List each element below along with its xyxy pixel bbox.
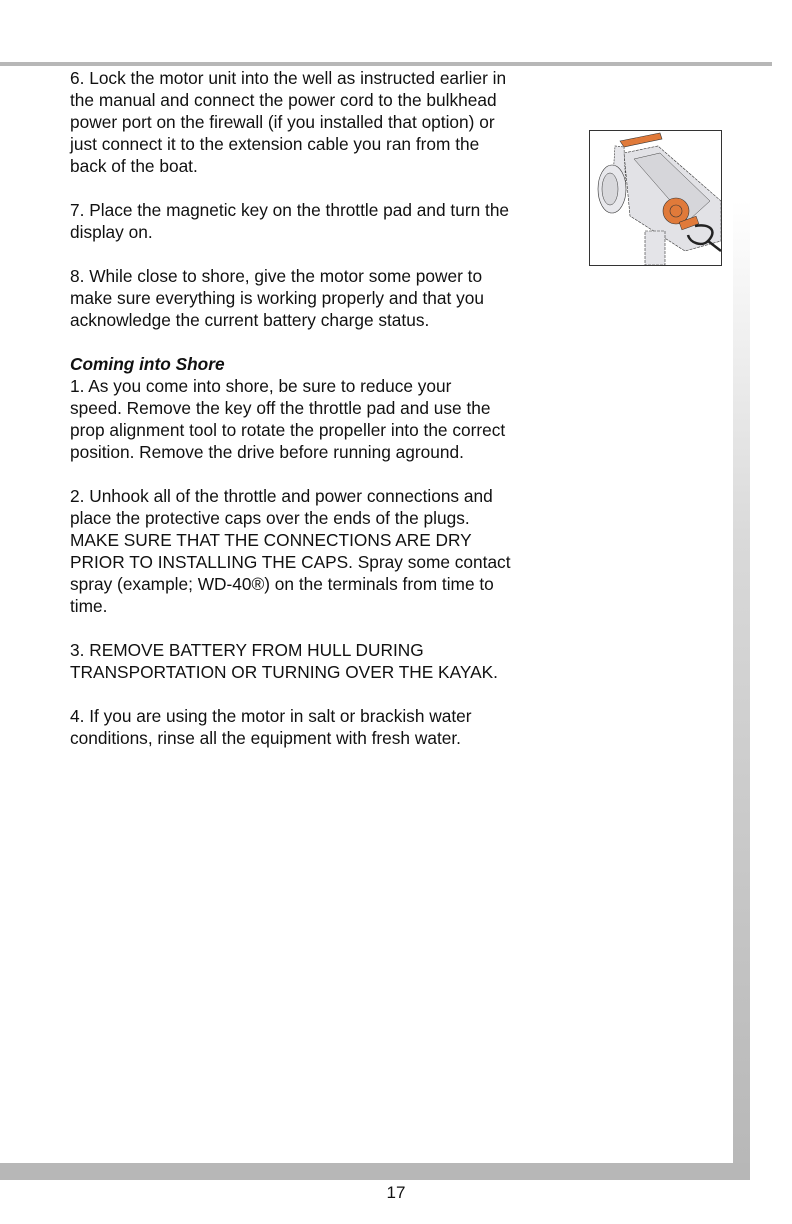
startup-steps xyxy=(70,67,590,331)
text-line: place the protective caps over the ends of the plugs. xyxy=(70,508,470,528)
text-line: PRIOR TO INSTALLING THE CAPS. Spray some contact xyxy=(70,552,511,572)
text-line: back of the boat. xyxy=(70,156,198,176)
text-line: MAKE SURE THAT THE CONNECTIONS ARE DRY xyxy=(70,530,472,550)
text-line: display on. xyxy=(70,222,153,242)
instruction-step xyxy=(70,265,590,331)
section-heading: Coming into Shore xyxy=(70,354,225,374)
page-number: 17 xyxy=(386,1183,406,1202)
text-line: 3. REMOVE BATTERY FROM HULL DURING xyxy=(70,640,424,660)
text-line: 8. While close to shore, give the motor some power to xyxy=(70,266,483,286)
text-line: just connect it to the extension cable you ran from the xyxy=(70,134,480,154)
text-line: TRANSPORTATION OR TURNING OVER THE KAYAK. xyxy=(70,662,498,682)
instruction-step xyxy=(70,485,590,617)
text-line: conditions, rinse all the equipment with fresh water. xyxy=(70,728,461,748)
instruction-step xyxy=(70,639,590,683)
bottom-border-bar xyxy=(0,1163,750,1180)
throttle-with-key-icon xyxy=(590,131,721,265)
top-rule xyxy=(0,62,772,66)
text-line: time. xyxy=(70,596,108,616)
text-line: the manual and connect the power cord to the bulkhead xyxy=(70,90,497,110)
text-line: 6. Lock the motor unit into the well as instructed earlier in xyxy=(70,68,507,88)
right-border-bar xyxy=(733,200,750,1180)
page-content xyxy=(70,67,590,771)
text-line: make sure everything is working properly and that you xyxy=(70,288,484,308)
throttle-pad-illustration xyxy=(589,130,722,266)
text-line: prop alignment tool to rotate the propeller into the correct xyxy=(70,420,506,440)
text-line: position. Remove the drive before running aground. xyxy=(70,442,464,462)
text-line: speed. Remove the key off the throttle pad and use the xyxy=(70,398,491,418)
text-line: acknowledge the current battery charge status. xyxy=(70,310,430,330)
text-line: power port on the firewall (if you installed that option) or xyxy=(70,112,495,132)
text-line: 1. As you come into shore, be sure to reduce your xyxy=(70,376,452,396)
text-line: 2. Unhook all of the throttle and power connections and xyxy=(70,486,493,506)
text-line: spray (example; WD-40®) on the terminals from time to xyxy=(70,574,494,594)
instruction-step xyxy=(70,199,590,243)
text-line: 4. If you are using the motor in salt or brackish water xyxy=(70,706,472,726)
instruction-step xyxy=(70,705,590,749)
instruction-step xyxy=(70,67,590,177)
text-line: 7. Place the magnetic key on the throttle pad and turn the xyxy=(70,200,510,220)
instruction-step xyxy=(70,375,590,463)
shore-steps xyxy=(70,375,590,749)
